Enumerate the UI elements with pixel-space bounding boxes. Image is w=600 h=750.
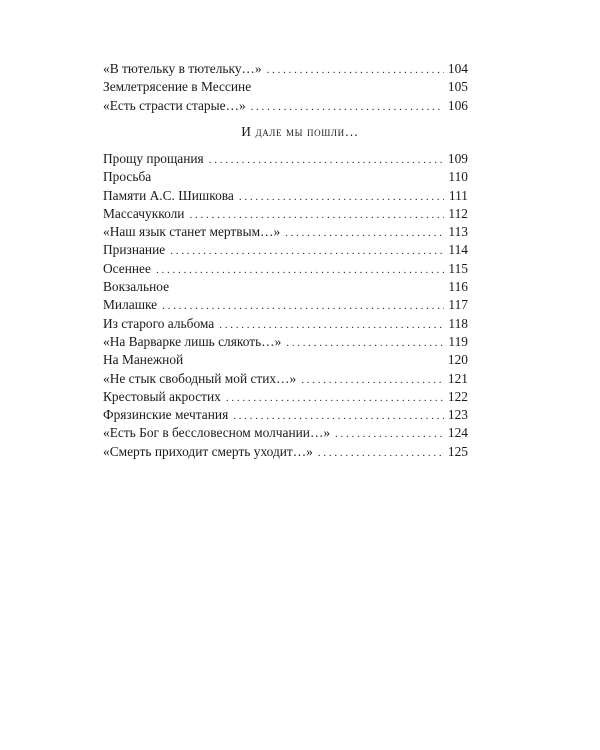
toc-entry	[103, 351, 468, 369]
toc-entry-page: 121	[447, 370, 468, 386]
toc-entry-title: «На Варварке лишь слякоть…»	[103, 333, 282, 349]
toc-entry-title: Просьба	[103, 169, 152, 185]
toc-entry-title: Фрязинские мечтания	[103, 407, 229, 423]
toc-entry-page: 110	[448, 169, 468, 185]
toc-entry-page: 116	[448, 279, 468, 295]
toc-entry-page: 117	[448, 297, 468, 313]
toc-entry-title: «Смерть приходит смерть уходит…»	[103, 443, 313, 459]
dot-leader	[267, 61, 444, 79]
toc-entry-page: 120	[447, 352, 468, 368]
toc-entry	[103, 260, 468, 278]
toc-entry-title: «Не стык свободный мой стих…»	[103, 370, 297, 386]
toc-entry-page: 113	[448, 224, 468, 240]
dot-leader	[189, 206, 444, 224]
toc-entry	[103, 150, 468, 168]
toc-entry	[103, 406, 468, 424]
dot-leader	[170, 242, 444, 260]
toc-entry	[103, 388, 468, 406]
toc-entry-title: Милашке	[103, 297, 158, 313]
toc-list-top	[103, 60, 468, 115]
dot-leader	[209, 151, 444, 169]
toc-entry-title: Массачукколи	[103, 205, 185, 221]
toc-entry-title: Памяти А.С. Шишкова	[103, 187, 234, 203]
dot-leader	[156, 261, 444, 279]
toc-entry-title: «В тютельку в тютельку…»	[103, 61, 262, 76]
toc-entry	[103, 443, 468, 461]
toc-entry	[103, 315, 468, 333]
toc-entry	[103, 223, 468, 241]
dot-leader	[233, 407, 444, 425]
toc-entry	[103, 60, 468, 78]
toc-entry-page: 123	[447, 407, 468, 423]
toc-entry-page: 109	[447, 151, 468, 166]
toc-entry-title: «Наш язык станет мертвым…»	[103, 224, 281, 240]
toc-entry-page: 111	[448, 187, 468, 203]
toc-entry-title: Из старого альбома	[103, 315, 215, 331]
toc-entry	[103, 296, 468, 314]
toc-entry-page: 122	[447, 388, 468, 404]
toc-entry-title: Вокзальное	[103, 279, 170, 295]
toc-entry-page: 112	[448, 205, 468, 221]
toc-entry-page: 125	[447, 443, 468, 459]
dot-leader	[286, 334, 444, 352]
toc-entry-title: Прощу прощания	[103, 151, 204, 166]
dot-leader	[239, 188, 444, 206]
toc-entry	[103, 187, 468, 205]
toc-entry	[103, 278, 468, 296]
dot-leader	[251, 98, 444, 116]
toc-entry	[103, 78, 468, 96]
dot-leader	[162, 297, 444, 315]
toc-entry-page: 106	[447, 97, 468, 113]
toc-entry	[103, 205, 468, 223]
toc-entry-title: Осеннее	[103, 260, 151, 276]
dot-leader	[226, 389, 444, 407]
toc-entry-page: 115	[448, 260, 468, 276]
toc-entry	[103, 424, 468, 442]
dot-leader	[318, 444, 444, 462]
toc-entry-page: 104	[447, 61, 468, 76]
dot-leader	[301, 371, 444, 389]
toc-entry-title: Признание	[103, 242, 166, 258]
toc-entry-page: 114	[448, 242, 468, 258]
dot-leader	[219, 316, 444, 334]
toc-entry-page: 124	[447, 425, 468, 441]
dot-leader	[335, 425, 444, 443]
toc-entry-title: «Есть Бог в бессловесном молчании…»	[103, 425, 331, 441]
toc-entry-title: На Манежной	[103, 352, 184, 368]
section-heading: И дале мы пошли…	[241, 124, 359, 139]
toc-entry	[103, 370, 468, 388]
toc-entry	[103, 168, 468, 186]
toc-entry	[103, 241, 468, 259]
dot-leader	[285, 224, 444, 242]
toc-entry-title: «Есть страсти старые…»	[103, 97, 246, 113]
toc-entry-page: 119	[448, 333, 468, 349]
toc-list-section	[103, 150, 468, 461]
toc-entry	[103, 97, 468, 115]
toc-entry-title: Землетрясение в Мессине	[103, 79, 252, 95]
toc-entry-page: 105	[447, 79, 468, 95]
toc-entry	[103, 333, 468, 351]
toc-entry-page: 118	[448, 315, 468, 331]
toc-entry-title: Крестовый акростих	[103, 388, 221, 404]
